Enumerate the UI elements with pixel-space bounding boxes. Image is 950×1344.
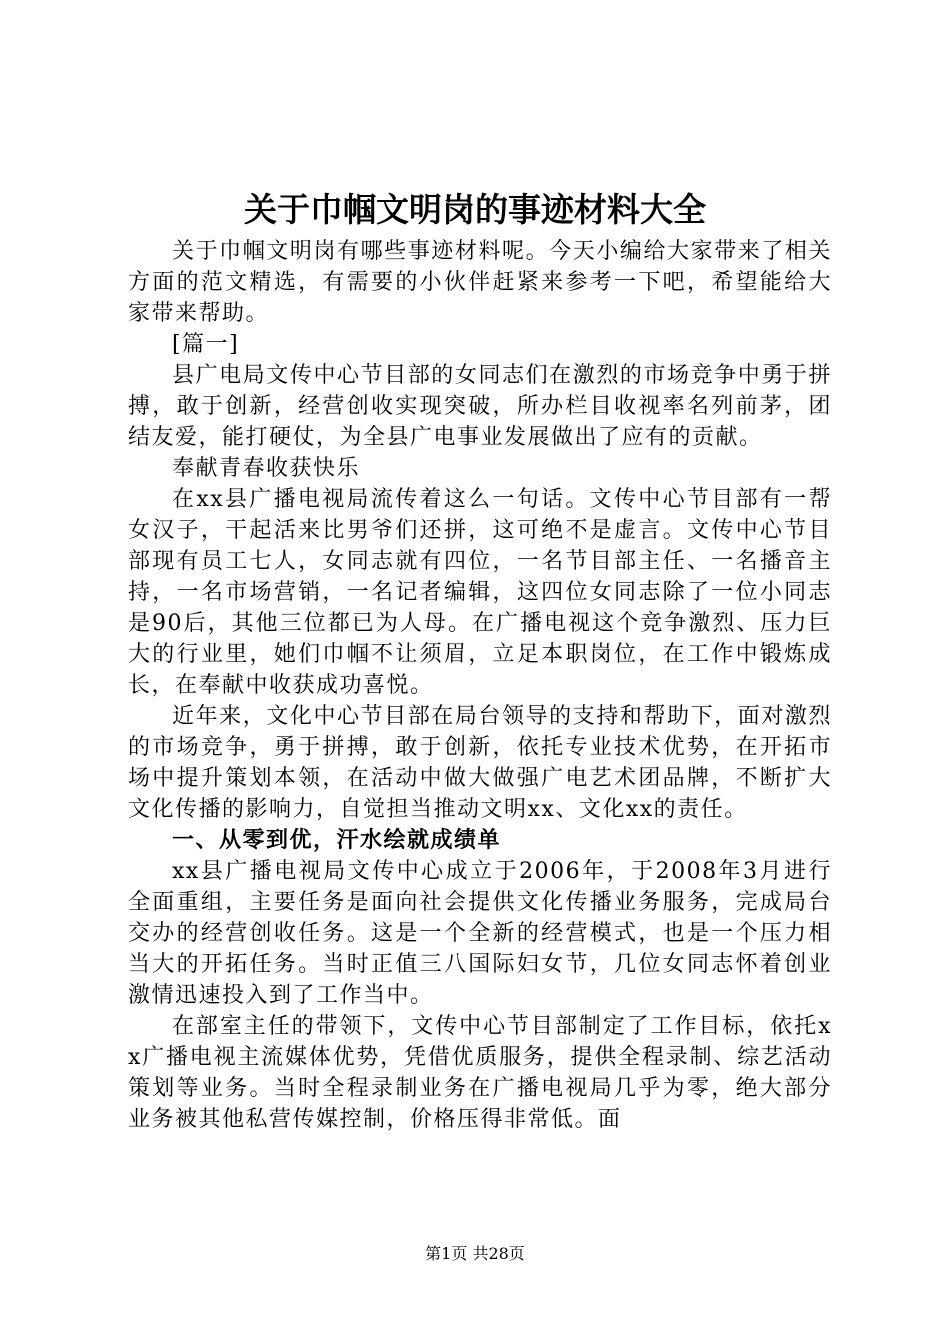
page-number-footer: 第1页 共28页 [425,1244,525,1263]
section-heading: 一、从零到优，汗水绘就成绩单 [172,828,502,853]
paragraph-intro: 关于巾帼文明岗有哪些事迹材料呢。今天小编给大家带来了相关方面的范文精选，有需要的小伙伴赶紧来参考一下吧，希望能给大家带来帮助。 [128,239,832,326]
paragraph: 县广电局文传中心节目部的女同志们在激烈的市场竞争中勇于拼搏，敢于创新，经营创收实现突破，所办栏目收视率名列前茅，团结友爱，能打硬仗，为全县广电事业发展做出了应有的贡献。 [128,363,832,450]
document-body [128,236,832,1135]
document-title: 关于巾帼文明岗的事迹材料大全 [244,190,706,229]
paragraph: 近年来，文化中心节目部在局台领导的支持和帮助下，面对激烈的市场竞争，勇于拼搏，敢于创新，依托专业技术优势，在开拓市场中提升策划本领，在活动中做大做强广电艺术团品牌，不断扩大文化传播的影响力，自觉担当推动文明xx、文化xx的责任。 [128,704,832,822]
paragraph-section-marker: [篇一] [172,332,240,357]
paragraph: xx县广播电视局文传中心成立于2006年，于2008年3月进行全面重组，主要任务是面向社会提供文化传播业务服务，完成局台交办的经营创收任务。这是一个全新的经营模式，也是一个压力相当大的开拓任务。当时正值三八国际妇女节，几位女同志怀着创业激情迅速投入到了工作当中。 [128,859,832,1008]
paragraph: 在部室主任的带领下，文传中心节目部制定了工作目标，依托xx广播电视主流媒体优势，凭借优质服务，提供全程录制、综艺活动策划等业务。当时全程录制业务在广播电视局几乎为零，绝大部分业务被其他私营传媒控制，价格压得非常低。面 [128,1014,832,1132]
paragraph: 在xx县广播电视局流传着这么一句话。文传中心节目部有一帮女汉子，干起活来比男爷们还拼，这可绝不是虚言。文传中心节目部现有员工七人，女同志就有四位，一名节目部主任、一名播音主持，一名市场营销，一名记者编辑，这四位女同志除了一位小同志是90后，其他三位都已为人母。在广播电视这个竞争激烈、压力巨大的行业里，她们巾帼不让须眉，立足本职岗位，在工作中锻炼成长，在奉献中收获成功喜悦。 [128,487,832,698]
paragraph-subtitle: 奉献青春收获快乐 [172,456,361,481]
